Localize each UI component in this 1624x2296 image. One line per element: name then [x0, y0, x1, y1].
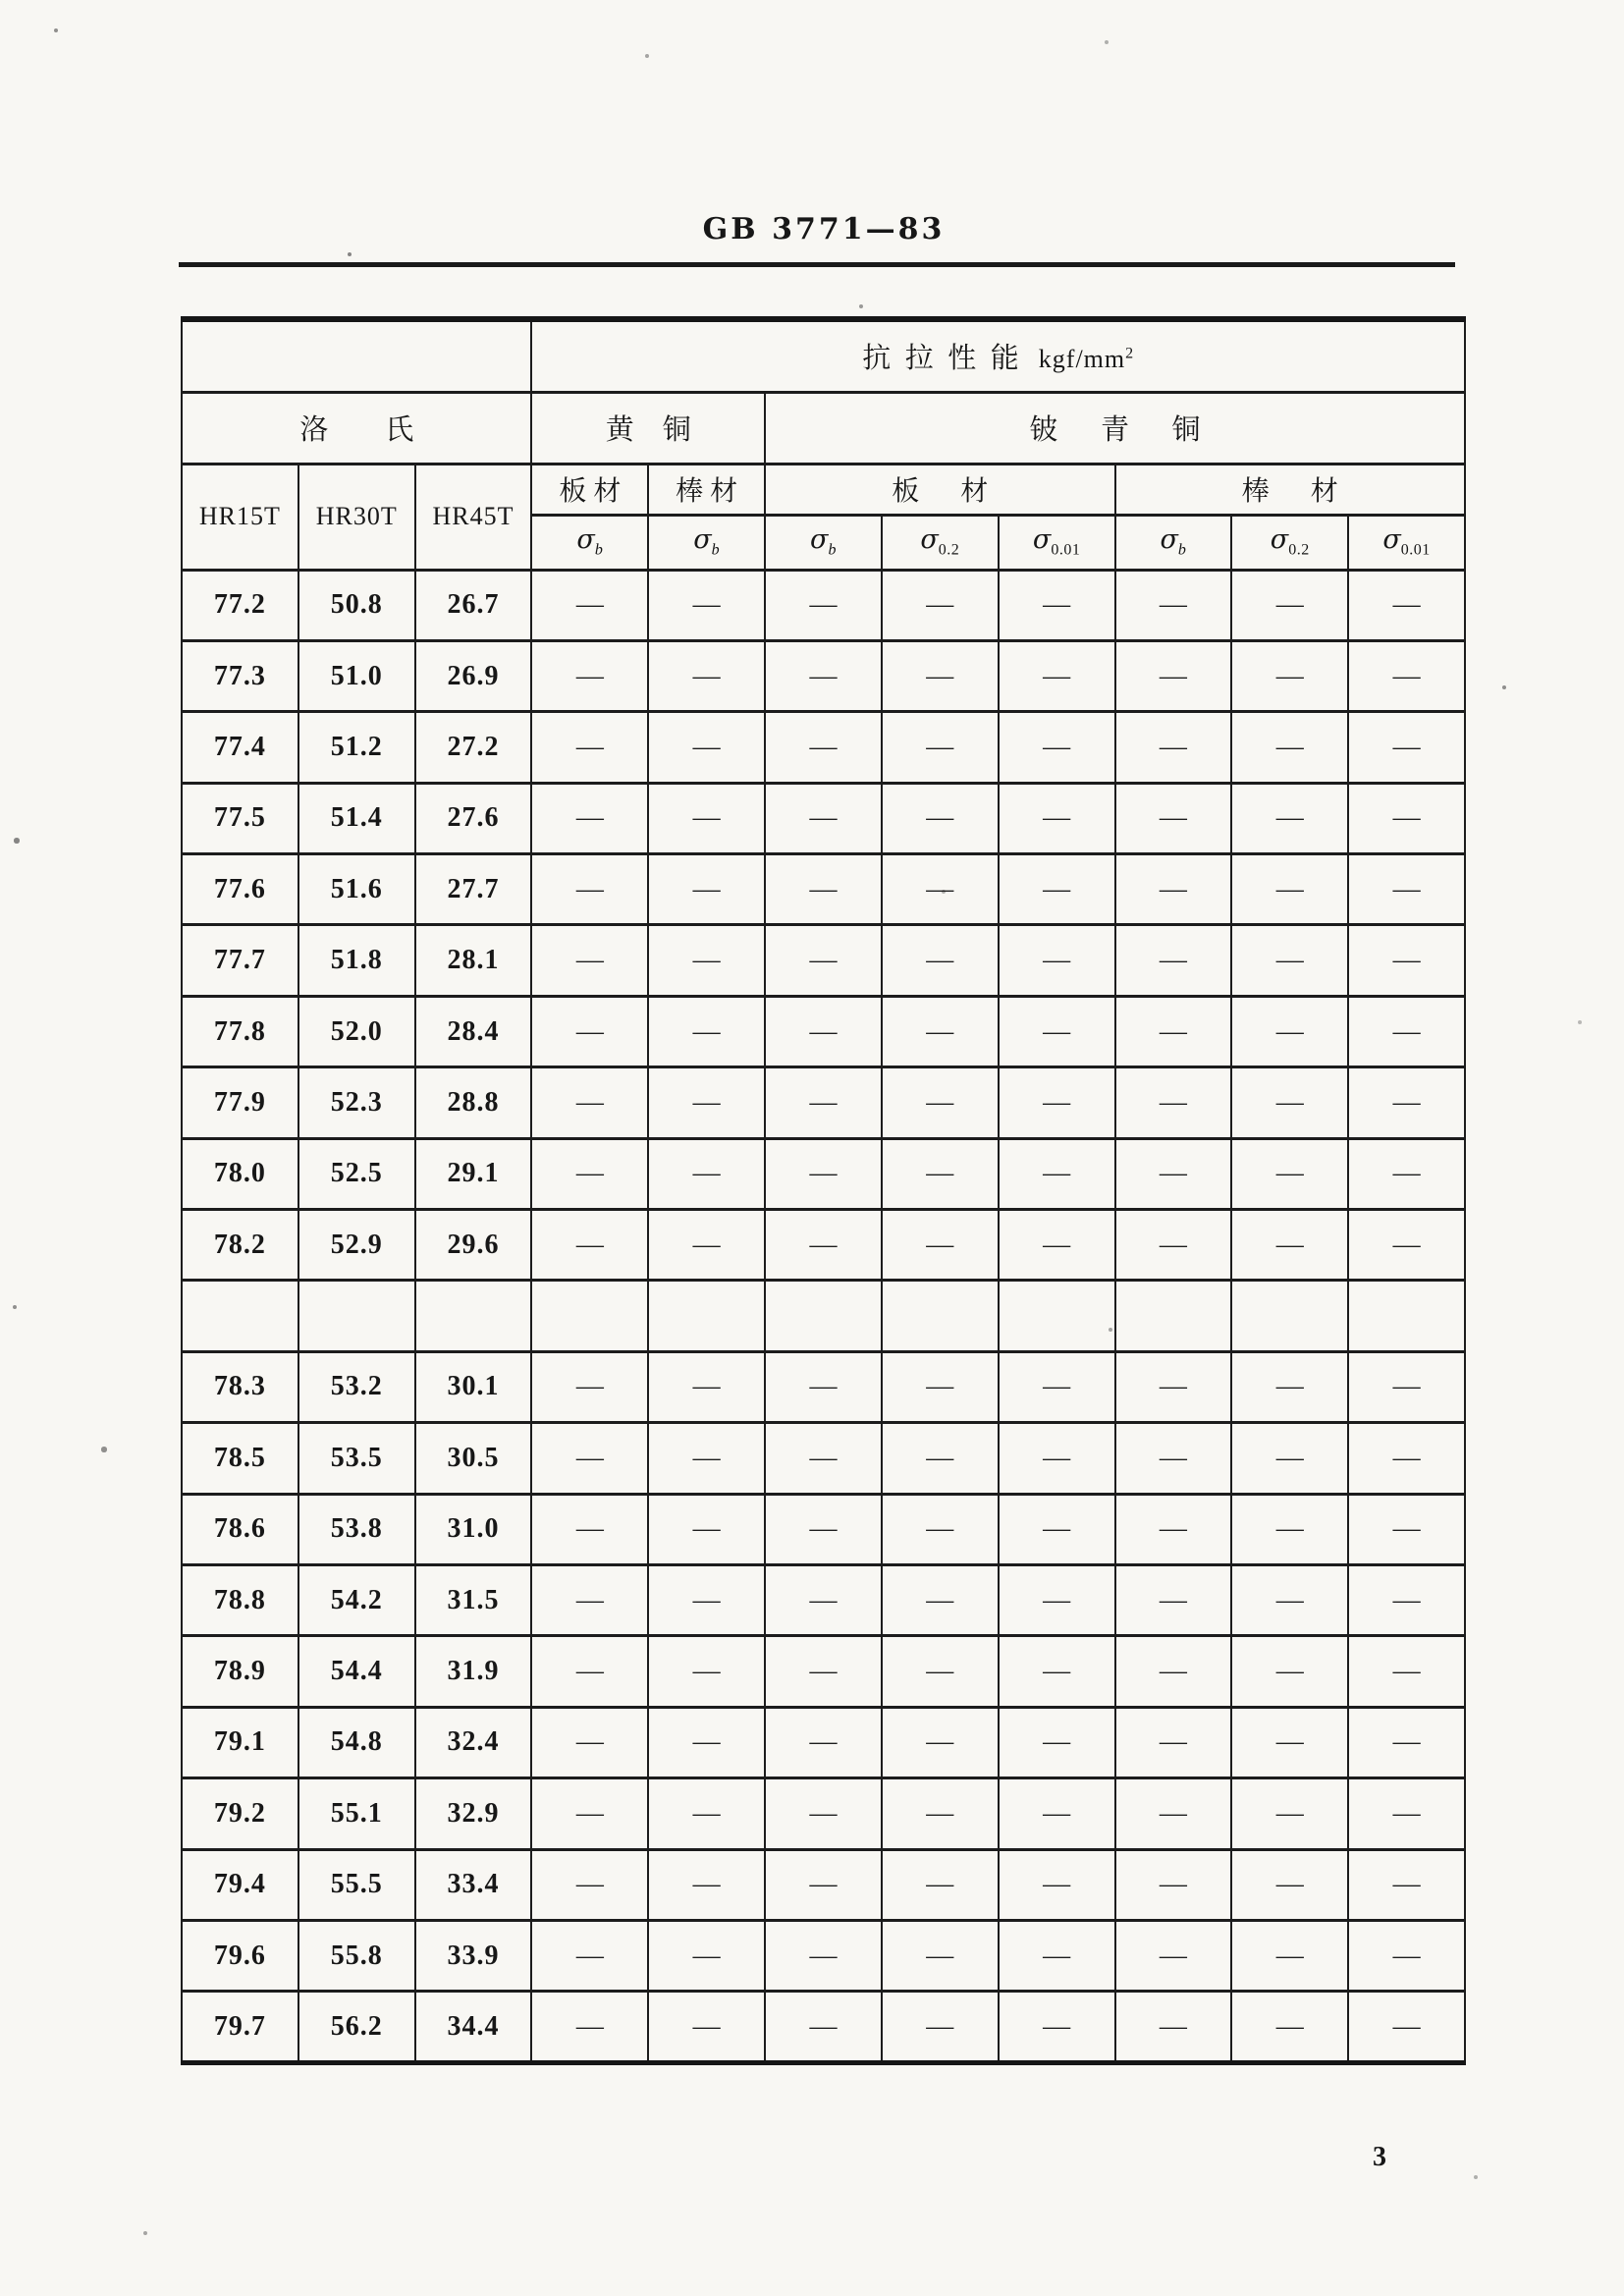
tensile-value-cell: — [765, 1707, 882, 1777]
tensile-value-cell: — [648, 1636, 765, 1707]
table-row [182, 640, 1465, 711]
tensile-value-cell: — [1115, 996, 1232, 1066]
hardness-value-cell: 30.5 [415, 1423, 532, 1494]
hardness-value-cell: 77.3 [182, 640, 298, 711]
tensile-value-cell: — [531, 1920, 648, 1991]
tensile-value-cell: — [531, 1067, 648, 1138]
tensile-value-cell: — [1231, 640, 1348, 711]
tensile-value-cell: — [999, 1778, 1115, 1849]
table-row [182, 1849, 1465, 1920]
tensile-value-cell: — [765, 1992, 882, 2062]
tensile-value-cell: — [999, 1423, 1115, 1494]
header-sigma-b-beryllium-plate: $\sigma_b$ [765, 515, 882, 570]
tensile-value-cell: — [882, 1636, 999, 1707]
tensile-value-cell: — [1348, 1707, 1465, 1777]
tensile-value-cell: — [1231, 1210, 1348, 1281]
hardness-value-cell: 33.4 [415, 1849, 532, 1920]
tensile-unit: kgf/$mm^2$ [1038, 345, 1135, 374]
tensile-value-cell: — [1348, 1067, 1465, 1138]
tensile-value-cell: — [1348, 570, 1465, 640]
tensile-value-cell: — [765, 1636, 882, 1707]
tensile-value-cell: — [1348, 854, 1465, 925]
header-brass-bar: 棒 材 [648, 464, 765, 515]
hardness-value-cell: 78.5 [182, 1423, 298, 1494]
hardness-value-cell: 32.9 [415, 1778, 532, 1849]
header-tensile-properties [531, 319, 1465, 392]
table-row [182, 570, 1465, 640]
tensile-value-cell: — [765, 1423, 882, 1494]
tensile-value-cell: — [1231, 1707, 1348, 1777]
tensile-value-cell: — [648, 1351, 765, 1422]
hardness-value-cell: 79.6 [182, 1920, 298, 1991]
tensile-value-cell: — [1115, 1778, 1232, 1849]
tensile-value-cell: — [648, 1067, 765, 1138]
header-hr45t: HR45T [415, 464, 532, 570]
hardness-value-cell: 56.2 [298, 1992, 415, 2062]
tensile-value-cell: — [531, 570, 648, 640]
tensile-value-cell: — [882, 1992, 999, 2062]
tensile-value-cell: — [882, 783, 999, 853]
hardness-value-cell: 29.6 [415, 1210, 532, 1281]
tensile-value-cell: — [765, 1067, 882, 1138]
header-brass: 黄 铜 [531, 392, 765, 464]
tensile-value-cell: — [1231, 1778, 1348, 1849]
tensile-value-cell: — [648, 1138, 765, 1209]
tensile-value-cell: — [531, 1564, 648, 1635]
tensile-value-cell: — [765, 712, 882, 783]
header-sigma-001-beryllium-bar: $\sigma_{0.01}$ [1348, 515, 1465, 570]
hardness-value-cell: 77.8 [182, 996, 298, 1066]
header-row-materials [182, 392, 1465, 464]
hardness-value-cell: 78.6 [182, 1494, 298, 1564]
tensile-value-cell: — [882, 570, 999, 640]
tensile-value-cell: — [648, 1778, 765, 1849]
tensile-value-cell: — [648, 1849, 765, 1920]
tensile-value-cell: — [531, 925, 648, 996]
tensile-value-cell: — [765, 783, 882, 853]
hardness-value-cell: 27.2 [415, 712, 532, 783]
tensile-value-cell: — [882, 1210, 999, 1281]
tensile-value-cell [1231, 1281, 1348, 1351]
tensile-value-cell [1115, 1281, 1232, 1351]
table-row [182, 1707, 1465, 1777]
tensile-value-cell: — [648, 1920, 765, 1991]
tensile-value-cell: — [648, 1423, 765, 1494]
tensile-value-cell: — [1231, 1636, 1348, 1707]
tensile-value-cell: — [999, 1707, 1115, 1777]
tensile-value-cell: — [1231, 1564, 1348, 1635]
tensile-value-cell: — [531, 1210, 648, 1281]
tensile-value-cell: — [999, 1351, 1115, 1422]
hardness-value-cell [415, 1281, 532, 1351]
hardness-value-cell [298, 1281, 415, 1351]
page-number: 3 [1373, 2142, 1386, 2172]
hardness-value-cell: 79.2 [182, 1778, 298, 1849]
tensile-value-cell: — [999, 570, 1115, 640]
tensile-value-cell: — [1231, 712, 1348, 783]
tensile-value-cell: — [882, 1138, 999, 1209]
header-hr30t: HR30T [298, 464, 415, 570]
tensile-value-cell: — [882, 925, 999, 996]
tensile-value-cell: — [882, 640, 999, 711]
tensile-value-cell: — [531, 1992, 648, 2062]
hardness-value-cell: 31.9 [415, 1636, 532, 1707]
hardness-value-cell: 27.6 [415, 783, 532, 853]
tensile-value-cell: — [1231, 996, 1348, 1066]
tensile-value-cell: — [648, 1564, 765, 1635]
table-row [182, 1423, 1465, 1494]
tensile-value-cell: — [1348, 1778, 1465, 1849]
tensile-value-cell: — [882, 1067, 999, 1138]
tensile-value-cell: — [882, 1778, 999, 1849]
table-row [182, 1778, 1465, 1849]
tensile-value-cell: — [648, 854, 765, 925]
hardness-value-cell: 31.0 [415, 1494, 532, 1564]
tensile-value-cell: — [1348, 1849, 1465, 1920]
tensile-value-cell: — [999, 640, 1115, 711]
tensile-value-cell: — [531, 1351, 648, 1422]
tensile-value-cell: — [999, 1210, 1115, 1281]
tensile-value-cell: — [765, 1138, 882, 1209]
hardness-value-cell: 53.2 [298, 1351, 415, 1422]
header-rockwell: 洛 氏 [182, 392, 531, 464]
tensile-value-cell: — [1231, 1849, 1348, 1920]
tensile-value-cell: — [531, 1778, 648, 1849]
hardness-value-cell: 54.8 [298, 1707, 415, 1777]
hardness-value-cell: 51.8 [298, 925, 415, 996]
header-row-tensile [182, 319, 1465, 392]
hardness-value-cell: 28.8 [415, 1067, 532, 1138]
table-row [182, 1067, 1465, 1138]
hardness-value-cell: 34.4 [415, 1992, 532, 2062]
tensile-value-cell: — [1348, 712, 1465, 783]
tensile-value-cell: — [765, 1564, 882, 1635]
tensile-value-cell: — [531, 1636, 648, 1707]
tensile-value-cell: — [999, 712, 1115, 783]
tensile-value-cell: — [882, 1494, 999, 1564]
tensile-value-cell: — [1115, 1210, 1232, 1281]
hardness-value-cell: 78.9 [182, 1636, 298, 1707]
hardness-value-cell: 53.8 [298, 1494, 415, 1564]
tensile-value-cell: — [1348, 1423, 1465, 1494]
hardness-value-cell: 51.6 [298, 854, 415, 925]
header-brass-plate: 板 材 [531, 464, 648, 515]
tensile-value-cell: — [765, 1210, 882, 1281]
tensile-value-cell: — [531, 640, 648, 711]
tensile-value-cell: — [531, 1423, 648, 1494]
hardness-value-cell: 54.2 [298, 1564, 415, 1635]
hardness-value-cell: 55.1 [298, 1778, 415, 1849]
tensile-value-cell: — [1231, 570, 1348, 640]
tensile-value-cell [648, 1281, 765, 1351]
tensile-value-cell: — [1231, 1494, 1348, 1564]
tensile-value-cell: — [531, 712, 648, 783]
tensile-value-cell: — [1115, 640, 1232, 711]
tensile-value-cell: — [882, 1351, 999, 1422]
hardness-value-cell: 77.9 [182, 1067, 298, 1138]
tensile-value-cell: — [765, 996, 882, 1066]
hardness-value-cell: 77.2 [182, 570, 298, 640]
tensile-value-cell: — [999, 783, 1115, 853]
tensile-value-cell: — [648, 570, 765, 640]
tensile-value-cell [531, 1281, 648, 1351]
tensile-value-cell: — [531, 854, 648, 925]
tensile-value-cell: — [999, 1494, 1115, 1564]
tensile-value-cell: — [999, 1636, 1115, 1707]
table-row [182, 1636, 1465, 1707]
tensile-value-cell: — [999, 1992, 1115, 2062]
tensile-value-cell: — [882, 1920, 999, 1991]
tensile-value-cell: — [765, 640, 882, 711]
tensile-value-cell: — [1115, 925, 1232, 996]
tensile-value-cell: — [1115, 1636, 1232, 1707]
tensile-value-cell: — [765, 1778, 882, 1849]
hardness-tensile-conversion-table [181, 316, 1466, 2065]
table-row-empty [182, 1281, 1465, 1351]
hardness-value-cell: 78.0 [182, 1138, 298, 1209]
hardness-value-cell: 78.8 [182, 1564, 298, 1635]
tensile-value-cell: — [882, 1849, 999, 1920]
tensile-value-cell: — [648, 1707, 765, 1777]
hardness-value-cell: 77.7 [182, 925, 298, 996]
tensile-value-cell: — [999, 1920, 1115, 1991]
tensile-value-cell [882, 1281, 999, 1351]
tensile-value-cell: — [765, 1849, 882, 1920]
header-beryllium-bronze: 铍 青 铜 [765, 392, 1465, 464]
table-row [182, 1138, 1465, 1209]
hardness-value-cell: 28.4 [415, 996, 532, 1066]
tensile-value-cell: — [999, 854, 1115, 925]
header-sigma-001-beryllium-plate: $\sigma_{0.01}$ [999, 515, 1115, 570]
tensile-value-cell: — [1348, 1564, 1465, 1635]
tensile-value-cell: — [1348, 1494, 1465, 1564]
tensile-value-cell: — [765, 1920, 882, 1991]
hardness-value-cell: 51.0 [298, 640, 415, 711]
tensile-value-cell: — [999, 1138, 1115, 1209]
hardness-value-cell: 52.0 [298, 996, 415, 1066]
tensile-value-cell: — [1115, 1138, 1232, 1209]
hardness-value-cell: 55.5 [298, 1849, 415, 1920]
tensile-value-cell [1348, 1281, 1465, 1351]
tensile-value-cell: — [648, 1210, 765, 1281]
tensile-value-cell: — [1115, 1992, 1232, 2062]
hardness-value-cell: 32.4 [415, 1707, 532, 1777]
tensile-value-cell [765, 1281, 882, 1351]
header-sigma-02-beryllium-bar: $\sigma_{0.2}$ [1231, 515, 1348, 570]
tensile-value-cell: — [648, 996, 765, 1066]
tensile-value-cell: — [531, 1849, 648, 1920]
tensile-value-cell: — [765, 854, 882, 925]
scan-noise [0, 0, 2, 2]
hardness-value-cell: 79.4 [182, 1849, 298, 1920]
table-row [182, 1992, 1465, 2062]
header-corner-empty [182, 319, 531, 392]
tensile-value-cell: — [882, 996, 999, 1066]
table-row [182, 712, 1465, 783]
hardness-value-cell: 77.4 [182, 712, 298, 783]
tensile-value-cell: — [1231, 783, 1348, 853]
header-sigma-b-brass-bar: $\sigma_b$ [648, 515, 765, 570]
table-row [182, 783, 1465, 853]
tensile-value-cell: — [1115, 1423, 1232, 1494]
table-row [182, 925, 1465, 996]
title-rule [179, 262, 1455, 267]
hardness-value-cell: 51.4 [298, 783, 415, 853]
table-body [182, 570, 1465, 2062]
header-beryllium-plate: 板 材 [765, 464, 1114, 515]
tensile-value-cell: — [999, 1564, 1115, 1635]
hardness-value-cell: 78.2 [182, 1210, 298, 1281]
tensile-value-cell: — [1115, 1067, 1232, 1138]
tensile-value-cell: — [882, 1707, 999, 1777]
tensile-value-cell: — [1115, 1351, 1232, 1422]
hardness-value-cell: 51.2 [298, 712, 415, 783]
hardness-value-cell: 26.7 [415, 570, 532, 640]
hardness-value-cell: 31.5 [415, 1564, 532, 1635]
hardness-value-cell: 79.7 [182, 1992, 298, 2062]
tensile-value-cell: — [1231, 925, 1348, 996]
hardness-value-cell: 52.9 [298, 1210, 415, 1281]
tensile-value-cell: — [999, 1067, 1115, 1138]
hardness-value-cell: 55.8 [298, 1920, 415, 1991]
tensile-value-cell: — [882, 1423, 999, 1494]
tensile-value-cell: — [1348, 1138, 1465, 1209]
hardness-value-cell: 78.3 [182, 1351, 298, 1422]
tensile-value-cell: — [999, 1849, 1115, 1920]
header-row-forms [182, 464, 1465, 515]
tensile-value-cell: — [1115, 1564, 1232, 1635]
table-row [182, 1351, 1465, 1422]
header-sigma-b-beryllium-bar: $\sigma_b$ [1115, 515, 1232, 570]
tensile-value-cell: — [1348, 925, 1465, 996]
hardness-value-cell: 26.9 [415, 640, 532, 711]
hardness-value-cell: 52.3 [298, 1067, 415, 1138]
tensile-value-cell: — [999, 996, 1115, 1066]
tensile-value-cell: — [1231, 1138, 1348, 1209]
tensile-value-cell: — [1115, 1494, 1232, 1564]
tensile-value-cell: — [1115, 783, 1232, 853]
hardness-value-cell: 77.5 [182, 783, 298, 853]
tensile-value-cell: — [882, 1564, 999, 1635]
tensile-value-cell: — [648, 640, 765, 711]
tensile-value-cell: — [1231, 1992, 1348, 2062]
tensile-value-cell: — [1348, 1992, 1465, 2062]
table-row [182, 854, 1465, 925]
tensile-value-cell: — [765, 570, 882, 640]
tensile-value-cell: — [1348, 1920, 1465, 1991]
tensile-value-cell: — [1231, 1920, 1348, 1991]
hardness-value-cell: 54.4 [298, 1636, 415, 1707]
tensile-value-cell: — [1115, 1849, 1232, 1920]
tensile-value-cell: — [531, 1494, 648, 1564]
tensile-value-cell: — [1115, 712, 1232, 783]
table-row [182, 1210, 1465, 1281]
tensile-value-cell: — [1348, 783, 1465, 853]
table-row [182, 1564, 1465, 1635]
tensile-value-cell: — [1115, 1920, 1232, 1991]
tensile-value-cell: — [648, 712, 765, 783]
table-row [182, 1494, 1465, 1564]
tensile-value-cell: — [531, 1707, 648, 1777]
header-sigma-02-beryllium-plate: $\sigma_{0.2}$ [882, 515, 999, 570]
tensile-value-cell: — [1231, 1067, 1348, 1138]
tensile-value-cell: — [1115, 1707, 1232, 1777]
hardness-value-cell: 33.9 [415, 1920, 532, 1991]
tensile-value-cell: — [531, 1138, 648, 1209]
tensile-value-cell: — [1348, 1210, 1465, 1281]
doc-title: GB 3771—83 [702, 212, 946, 246]
tensile-label: 抗 拉 性 能 [862, 343, 1019, 375]
tensile-value-cell: — [1348, 996, 1465, 1066]
table-head [182, 319, 1465, 570]
tensile-value-cell: — [1348, 640, 1465, 711]
hardness-value-cell: 52.5 [298, 1138, 415, 1209]
tensile-value-cell: — [882, 712, 999, 783]
hardness-value-cell: 53.5 [298, 1423, 415, 1494]
tensile-value-cell: — [648, 1992, 765, 2062]
hardness-value-cell: 29.1 [415, 1138, 532, 1209]
tensile-value-cell: — [765, 1351, 882, 1422]
tensile-value-cell: — [1348, 1636, 1465, 1707]
tensile-value-cell: — [531, 996, 648, 1066]
hardness-value-cell: 77.6 [182, 854, 298, 925]
hardness-value-cell: 30.1 [415, 1351, 532, 1422]
tensile-value-cell: — [648, 925, 765, 996]
header-hr15t: HR15T [182, 464, 298, 570]
header-sigma-b-brass-plate: $\sigma_b$ [531, 515, 648, 570]
hardness-value-cell: 27.7 [415, 854, 532, 925]
hardness-value-cell: 28.1 [415, 925, 532, 996]
tensile-value-cell: — [1231, 1351, 1348, 1422]
tensile-value-cell: — [648, 1494, 765, 1564]
table-row [182, 1920, 1465, 1991]
hardness-value-cell: 50.8 [298, 570, 415, 640]
tensile-value-cell [999, 1281, 1115, 1351]
table-row [182, 996, 1465, 1066]
tensile-value-cell: — [1231, 854, 1348, 925]
tensile-value-cell: — [999, 925, 1115, 996]
tensile-value-cell: — [1115, 570, 1232, 640]
tensile-value-cell: — [765, 1494, 882, 1564]
hardness-value-cell: 79.1 [182, 1707, 298, 1777]
tensile-value-cell: — [882, 854, 999, 925]
hardness-value-cell [182, 1281, 298, 1351]
tensile-value-cell: — [1348, 1351, 1465, 1422]
header-beryllium-bar: 棒 材 [1115, 464, 1466, 515]
tensile-value-cell: — [765, 925, 882, 996]
tensile-value-cell: — [1231, 1423, 1348, 1494]
tensile-value-cell: — [648, 783, 765, 853]
tensile-value-cell: — [1115, 854, 1232, 925]
tensile-value-cell: — [531, 783, 648, 853]
